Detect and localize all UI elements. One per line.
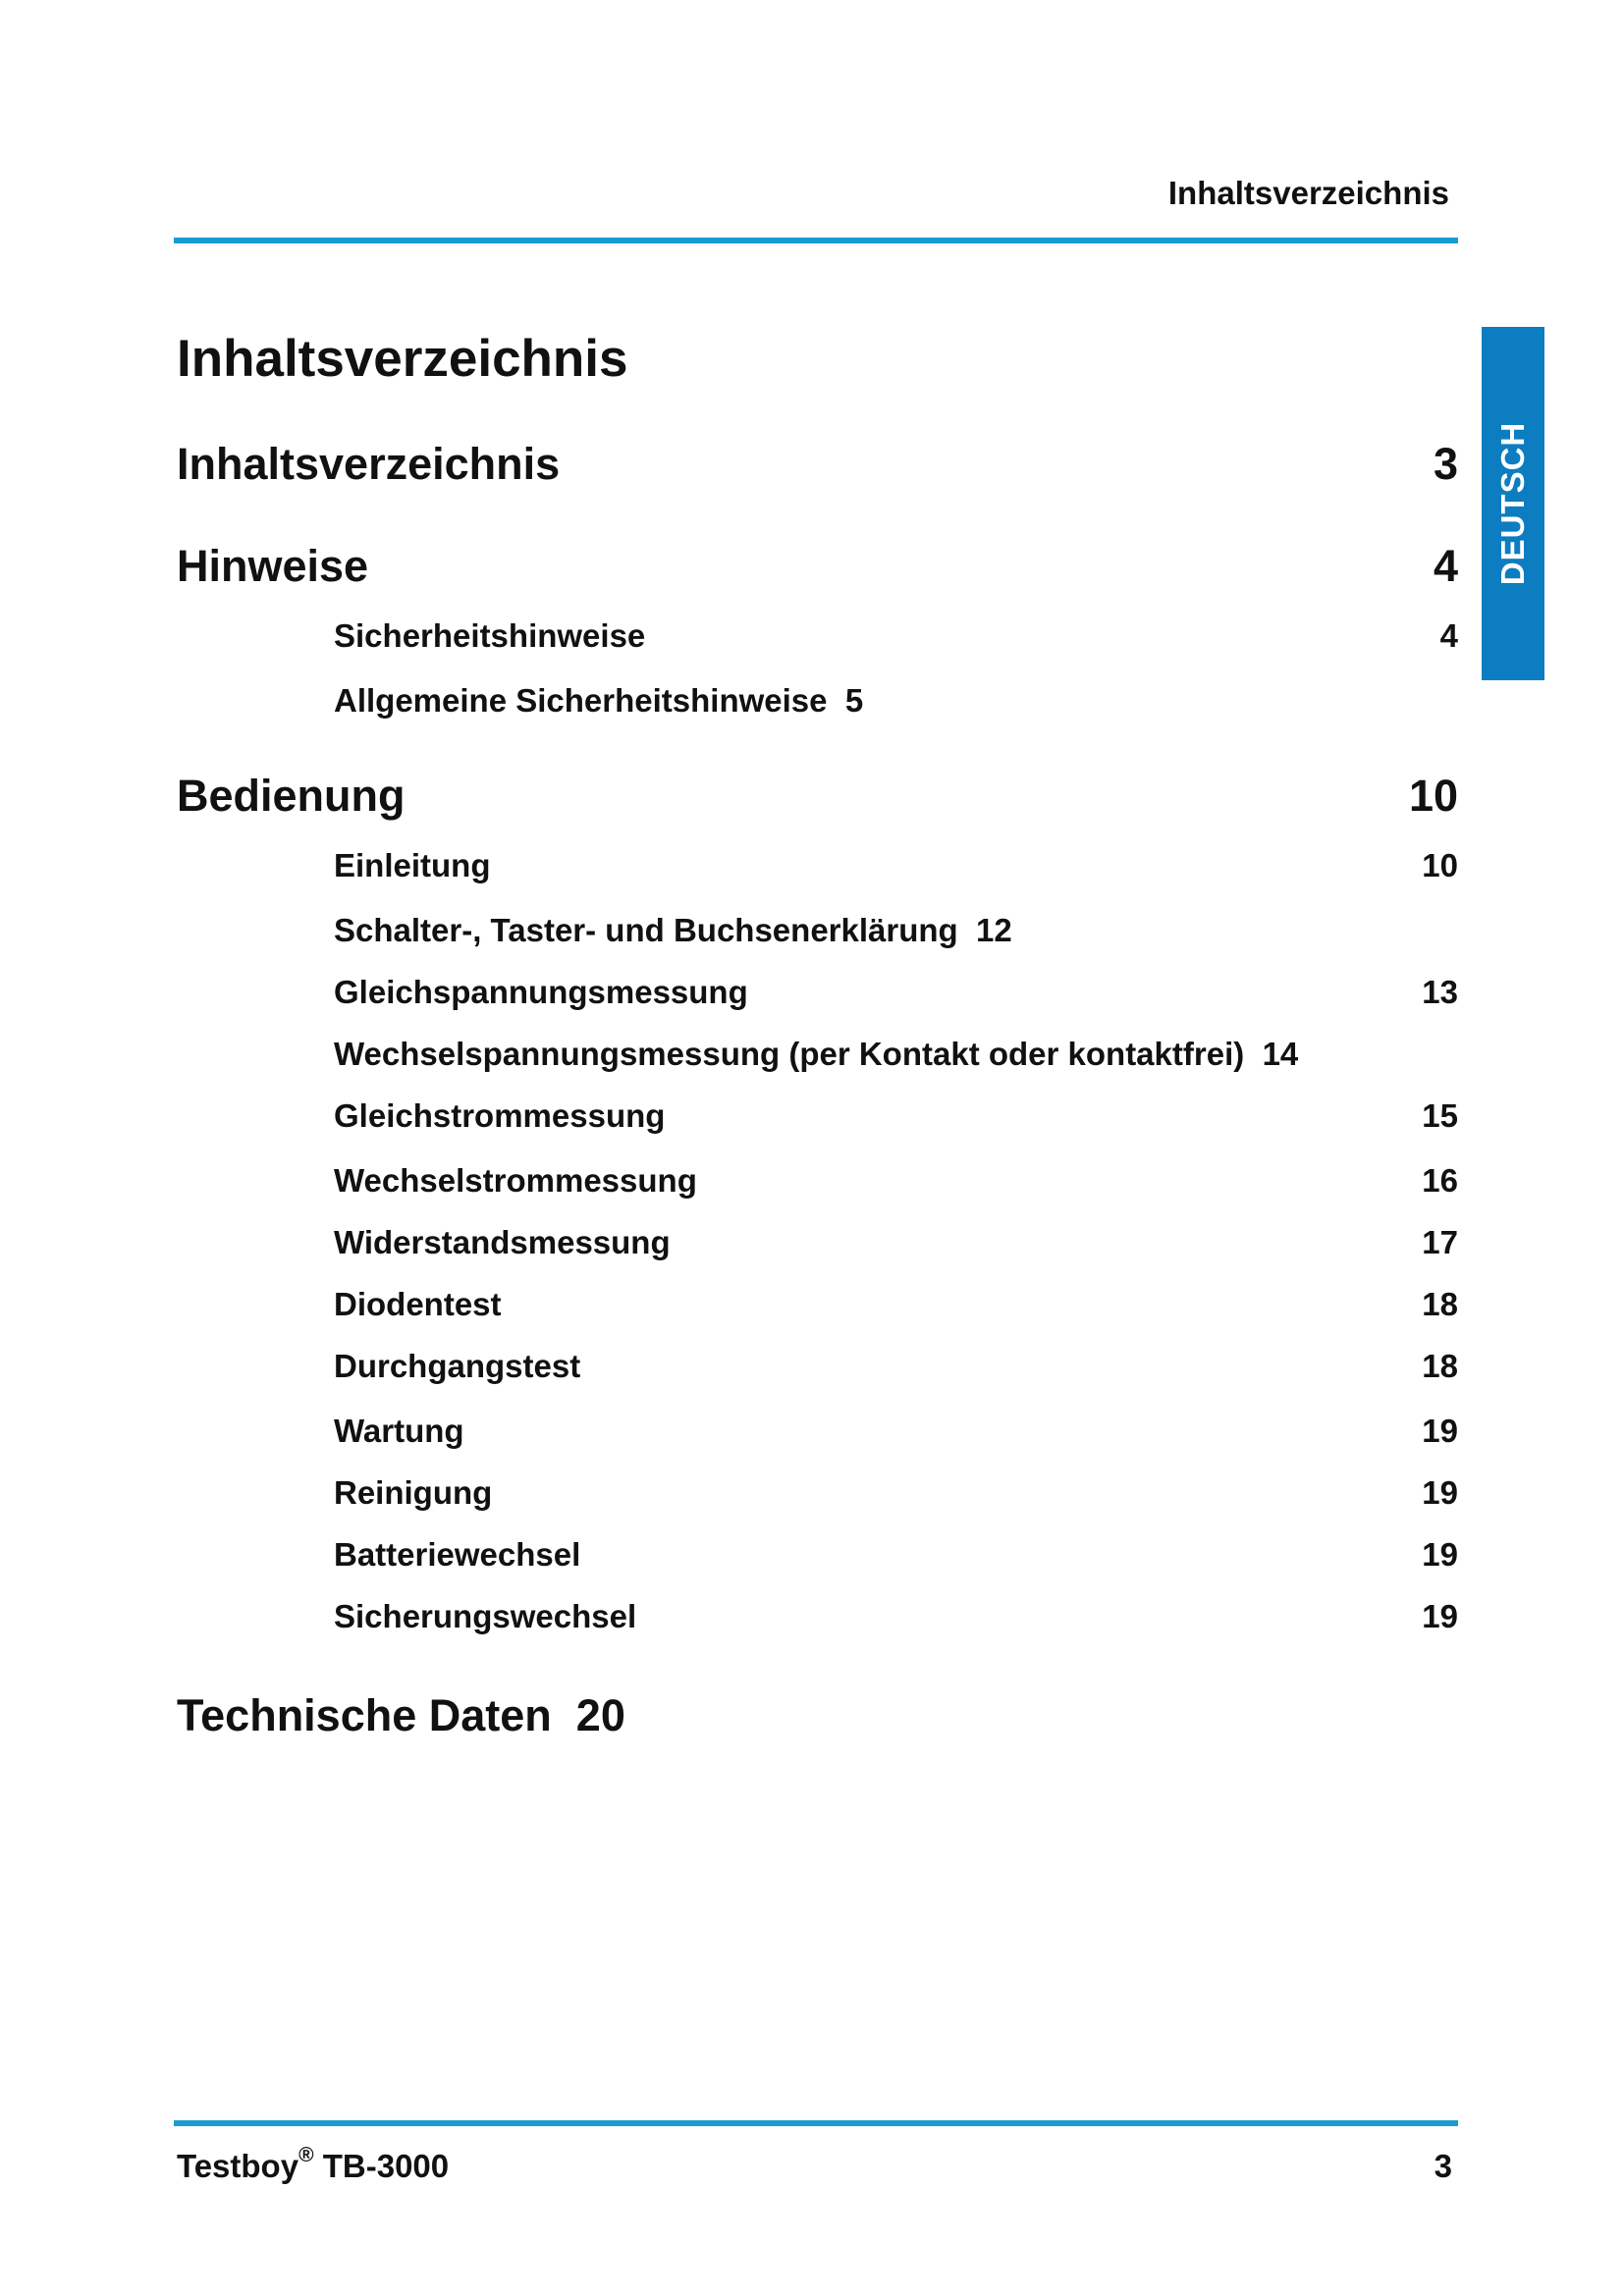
language-tab-label: DEUTSCH (1494, 421, 1531, 586)
footer-page-number: 3 (1434, 2148, 1452, 2184)
toc-entry-page[interactable]: 17 (1422, 1224, 1458, 1260)
toc-entry-title[interactable]: Sicherungswechsel (334, 1598, 637, 1634)
toc-section-page: 20 (575, 1690, 625, 1740)
toc-entry-title[interactable]: Batteriewechsel (334, 1536, 581, 1573)
toc-entry-title: Schalter-, Taster- und Buchsenerklärung (334, 912, 958, 948)
toc-entry-title[interactable]: Gleichspannungsmessung (334, 974, 748, 1010)
toc-entry-page[interactable]: 18 (1422, 1348, 1458, 1384)
registered-mark: ® (298, 2144, 314, 2166)
language-tab[interactable] (1482, 327, 1544, 680)
page-title: Inhaltsverzeichnis (177, 330, 628, 388)
toc-entry-page[interactable]: 10 (1422, 847, 1458, 883)
toc-section[interactable] (177, 1690, 625, 1741)
header-rule (174, 238, 1458, 243)
footer-rule (174, 2120, 1458, 2126)
toc-entry-title[interactable]: Widerstandsmessung (334, 1224, 671, 1260)
toc-entry-page: 14 (1262, 1036, 1299, 1072)
toc-entry-page[interactable]: 13 (1422, 974, 1458, 1010)
toc-entry-title[interactable]: Wartung (334, 1413, 464, 1449)
toc-entry-page[interactable]: 18 (1422, 1286, 1458, 1322)
toc-entry[interactable] (334, 682, 863, 720)
toc-entry-title[interactable]: Sicherheitshinweise (334, 617, 646, 654)
footer-model: TB-3000 (322, 2148, 450, 2184)
toc-section-page[interactable]: 10 (1408, 771, 1458, 821)
running-header: Inhaltsverzeichnis (1167, 175, 1449, 211)
toc-entry-title: Allgemeine Sicherheitshinweise (334, 682, 828, 719)
toc-entry-title: Wechselspannungsmessung (per Kontakt oder kontaktfrei) (334, 1036, 1245, 1072)
toc-entry-page[interactable]: 4 (1439, 617, 1458, 654)
toc-entry-page: 12 (976, 912, 1012, 948)
toc-entry-page[interactable]: 19 (1422, 1474, 1458, 1511)
toc-section-page[interactable]: 4 (1433, 541, 1458, 591)
toc-section-page[interactable]: 3 (1433, 439, 1458, 489)
toc-section-title[interactable]: Hinweise (177, 541, 369, 591)
toc-entry-page[interactable]: 19 (1422, 1413, 1458, 1449)
toc-entry-title[interactable]: Gleichstrommessung (334, 1097, 666, 1134)
footer-brand: Testboy (177, 2148, 299, 2184)
toc-entry-title[interactable]: Reinigung (334, 1474, 493, 1511)
toc-entry-page[interactable]: 19 (1422, 1536, 1458, 1573)
toc-entry-page: 5 (844, 682, 864, 719)
toc-entry[interactable] (334, 1036, 1298, 1073)
footer-product (177, 2144, 450, 2185)
toc-entry-title[interactable]: Einleitung (334, 847, 491, 883)
toc-section-title[interactable]: Bedienung (177, 771, 406, 821)
toc-entry-page[interactable]: 15 (1422, 1097, 1458, 1134)
toc-entry[interactable] (334, 912, 1012, 949)
toc-entry-title[interactable]: Diodentest (334, 1286, 502, 1322)
toc-section-title: Technische Daten (177, 1690, 552, 1740)
toc-entry-page[interactable]: 16 (1422, 1162, 1458, 1199)
toc-entry-title[interactable]: Durchgangstest (334, 1348, 581, 1384)
toc-section-title[interactable]: Inhaltsverzeichnis (177, 439, 561, 489)
toc-entry-page[interactable]: 19 (1422, 1598, 1458, 1634)
toc-entry-title[interactable]: Wechselstrommessung (334, 1162, 697, 1199)
